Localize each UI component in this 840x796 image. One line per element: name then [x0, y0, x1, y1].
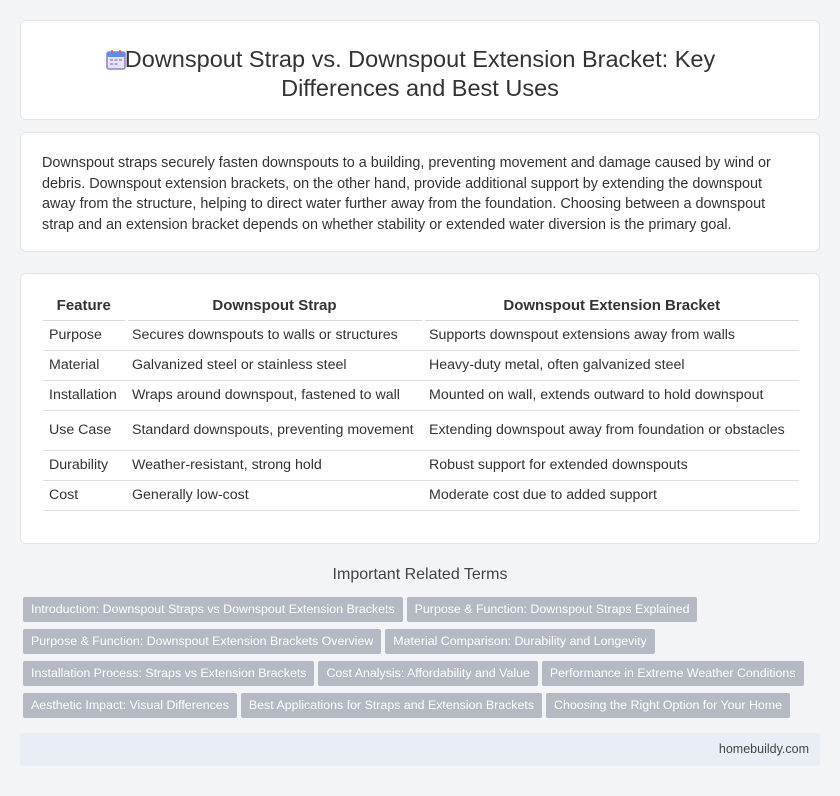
title-card: [20, 20, 820, 120]
table-row: [43, 350, 799, 380]
page-title-line2: Differences and Best Uses: [281, 75, 559, 101]
table-cell-feature: Cost: [43, 480, 126, 510]
table-cell-bracket: Extending downspout away from foundation or obstacles: [423, 410, 799, 450]
table-cell-strap: Generally low-cost: [126, 480, 423, 510]
comparison-card: [20, 273, 820, 544]
footer-site-link[interactable]: homebuildy.com: [718, 742, 809, 756]
column-header-bracket: Downspout Extension Bracket: [423, 292, 799, 320]
table-cell-strap: Standard downspouts, preventing movement: [126, 410, 423, 450]
related-term-chip[interactable]: Installation Process: Straps vs Extension Brackets: [23, 661, 314, 686]
related-term-chip[interactable]: Material Comparison: Durability and Longevity: [385, 629, 654, 654]
table-cell-bracket: Robust support for extended downspouts: [423, 450, 799, 480]
intro-paragraph: Downspout straps securely fasten downspouts to a building, preventing movement and damage caused by wind or debris. Downspout extension brackets, on the other hand, provide additional support by extending the downspout away from the structure, helping to direct water further away from the foundation. Choosing between a downspout strap and an extension bracket depends on whether stability or extended water diversion is the primary goal.: [42, 155, 771, 233]
related-terms-list: [23, 597, 813, 725]
related-term-chip[interactable]: Performance in Extreme Weather Conditions: [542, 661, 804, 686]
related-terms-heading: Important Related Terms: [332, 566, 508, 583]
related-term-chip[interactable]: Purpose & Function: Downspout Extension Brackets Overview: [23, 629, 381, 654]
table-cell-strap: Secures downspouts to walls or structures: [126, 320, 423, 350]
related-term-chip[interactable]: Aesthetic Impact: Visual Differences: [23, 693, 237, 718]
related-term-chip[interactable]: Cost Analysis: Affordability and Value: [318, 661, 537, 686]
page-title-line1: Downspout Strap vs. Downspout Extension Bracket: Key: [124, 46, 716, 72]
column-header-feature: Feature: [43, 292, 126, 320]
table-cell-strap: Weather-resistant, strong hold: [126, 450, 423, 480]
intro-card: [20, 132, 820, 252]
table-cell-feature: Installation: [43, 380, 126, 410]
table-row: [43, 320, 799, 350]
comparison-table: [43, 292, 799, 511]
column-header-strap: Downspout Strap: [126, 292, 423, 320]
table-row: [43, 480, 799, 510]
page-title: [21, 45, 819, 103]
related-term-chip[interactable]: Introduction: Downspout Straps vs Downspout Extension Brackets: [23, 597, 403, 622]
table-cell-feature: Use Case: [43, 410, 126, 450]
table-cell-strap: Galvanized steel or stainless steel: [126, 350, 423, 380]
table-header-row: [43, 292, 799, 320]
table-cell-bracket: Mounted on wall, extends outward to hold downspout: [423, 380, 799, 410]
table-cell-bracket: Heavy-duty metal, often galvanized steel: [423, 350, 799, 380]
table-row: [43, 410, 799, 450]
table-cell-feature: Durability: [43, 450, 126, 480]
table-row: [43, 450, 799, 480]
table-cell-feature: Material: [43, 350, 126, 380]
related-term-chip[interactable]: Choosing the Right Option for Your Home: [546, 693, 790, 718]
table-cell-bracket: Moderate cost due to added support: [423, 480, 799, 510]
table-cell-strap: Wraps around downspout, fastened to wall: [126, 380, 423, 410]
table-cell-bracket: Supports downspout extensions away from walls: [423, 320, 799, 350]
related-term-chip[interactable]: Purpose & Function: Downspout Straps Explained: [407, 597, 698, 622]
related-term-chip[interactable]: Best Applications for Straps and Extension Brackets: [241, 693, 542, 718]
footer: [20, 733, 820, 766]
table-row: [43, 380, 799, 410]
table-cell-feature: Purpose: [43, 320, 126, 350]
